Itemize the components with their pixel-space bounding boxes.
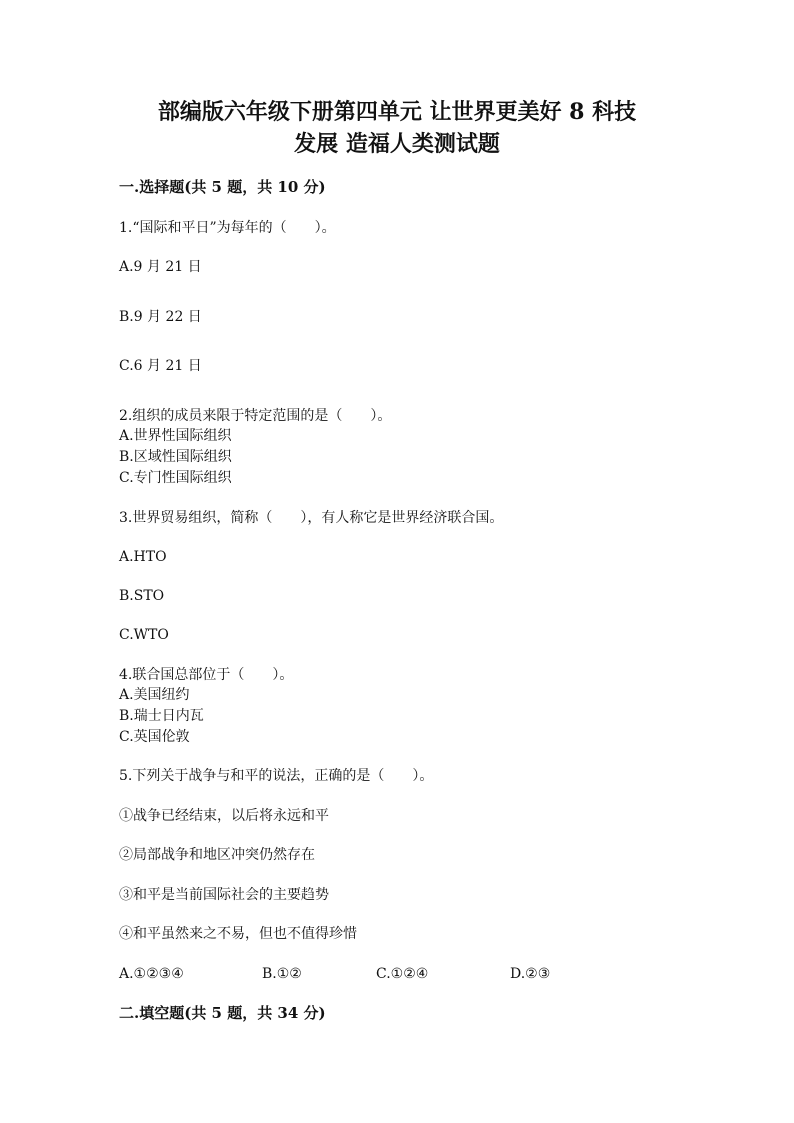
question-5-stem: 5.下列关于战争与和平的说法，正确的是（ ）。 xyxy=(119,768,434,784)
question-5-option-b: B.①② xyxy=(262,966,302,982)
question-4-option-c: C.英国伦敦 xyxy=(119,729,190,745)
question-3-option-a: A.HTO xyxy=(119,549,167,565)
question-5-statement-1: ①战争已经结束，以后将永远和平 xyxy=(119,808,329,824)
question-3-option-c: C.WTO xyxy=(119,627,169,643)
question-5-option-d: D.②③ xyxy=(510,966,551,982)
section2-heading: 二.填空题(共 5 题，共 34 分) xyxy=(119,1004,326,1022)
question-2-option-b: B.区域性国际组织 xyxy=(119,449,232,465)
question-2-option-a: A.世界性国际组织 xyxy=(119,428,232,444)
question-5-statement-4: ④和平虽然来之不易，但也不值得珍惜 xyxy=(119,926,357,942)
question-4-option-b: B.瑞士日内瓦 xyxy=(119,708,204,724)
question-1-stem: 1.“国际和平日”为每年的（ ）。 xyxy=(119,220,336,236)
question-3-option-b: B.STO xyxy=(119,588,165,604)
section1-heading: 一.选择题(共 5 题，共 10 分) xyxy=(119,178,326,196)
question-5-option-c: C.①②④ xyxy=(376,966,429,982)
question-5-statement-3: ③和平是当前国际社会的主要趋势 xyxy=(119,887,329,903)
question-2-stem: 2.组织的成员来限于特定范围的是（ ）。 xyxy=(119,408,392,424)
question-4-option-a: A.美国纽约 xyxy=(119,687,190,703)
question-1-option-c: C.6 月 21 日 xyxy=(119,358,202,374)
question-1-option-b: B.9 月 22 日 xyxy=(119,309,202,325)
question-4-stem: 4.联合国总部位于（ ）。 xyxy=(119,667,294,683)
question-5-option-a: A.①②③④ xyxy=(119,966,184,982)
doc-title-line2: 发展 造福人类测试题 xyxy=(294,131,500,157)
question-5-statement-2: ②局部战争和地区冲突仍然存在 xyxy=(119,847,315,863)
question-1-option-a: A.9 月 21 日 xyxy=(119,259,202,275)
question-2-option-c: C.专门性国际组织 xyxy=(119,470,232,486)
doc-title-line1: 部编版六年级下册第四单元 让世界更美好 8 科技 xyxy=(157,99,637,125)
question-3-stem: 3.世界贸易组织，简称（ ），有人称它是世界经济联合国。 xyxy=(119,510,504,526)
